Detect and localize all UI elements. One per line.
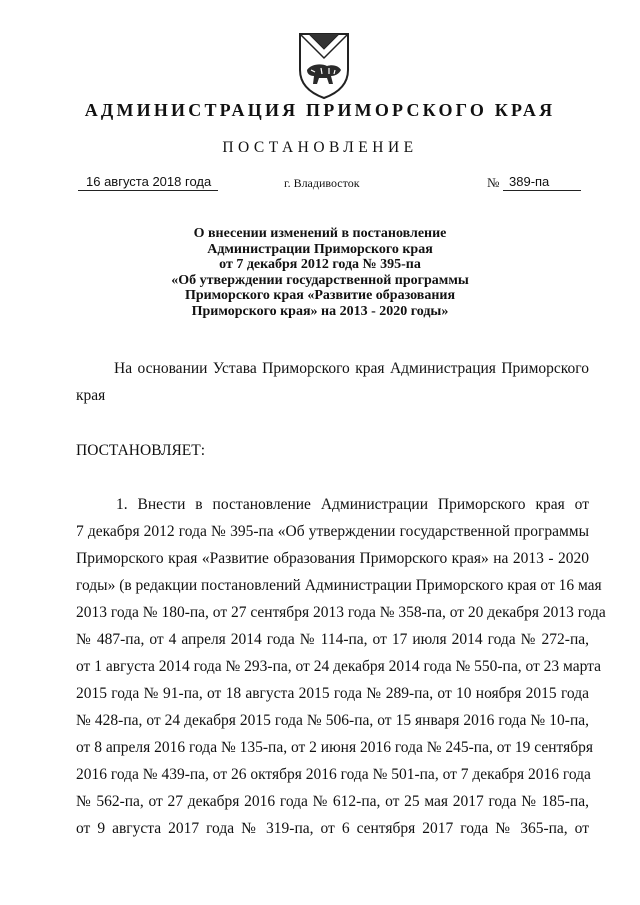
document-number: 389-па <box>503 173 581 191</box>
paragraph-line: от 9 августа 2017 года № 319-па, от 6 сентября 2017 года № 365-па, от <box>76 820 589 837</box>
title-line: Приморского края» на 2013 - 2020 годы» <box>191 303 449 319</box>
title-line: О внесении изменений в постановление <box>193 226 447 241</box>
resolves-heading: ПОСТАНОВЛЯЕТ: <box>76 442 206 459</box>
paragraph-line: № 428-па, от 24 декабря 2015 года № 506-па, от 15 января 2016 года № 10-па, <box>76 712 589 729</box>
document-date: 16 августа 2018 года <box>78 173 218 191</box>
paragraph-line: № 562-па, от 27 декабря 2016 года № 612-па, от 25 мая 2017 года № 185-па, <box>76 793 589 810</box>
document-type: ПОСТАНОВЛЕНИЕ <box>222 139 418 156</box>
organization-title: АДМИНИСТРАЦИЯ ПРИМОРСКОГО КРАЯ <box>84 100 556 120</box>
preamble-paragraph <box>76 355 589 409</box>
paragraph-line: Приморского края «Развитие образования Приморского края» на 2013 - 2020 <box>76 550 589 567</box>
paragraph-line: 2015 года № 91-па, от 18 августа 2015 года № 289-па, от 10 ноября 2015 года <box>76 685 589 702</box>
paragraph-line: 7 декабря 2012 года № 395-па «Об утверждении государственной программы <box>76 523 589 540</box>
body-paragraph <box>76 491 606 842</box>
number-label: № <box>487 175 500 190</box>
paragraph-line: годы» (в редакции постановлений Администрации Приморского края от 16 мая <box>76 577 602 594</box>
paragraph-line: 1. Внести в постановление Администрации Приморского края от <box>116 496 589 513</box>
title-line: Приморского края «Развитие образования <box>184 288 456 303</box>
paragraph-line: № 487-па, от 4 апреля 2014 года № 114-па, от 17 июля 2014 года № 272-па, <box>76 631 589 648</box>
title-line: «Об утверждении государственной программы <box>171 272 469 288</box>
paragraph-line: На основании Устава Приморского края Администрация Приморского <box>114 360 589 377</box>
coat-of-arms-icon <box>295 30 353 100</box>
paragraph-line: 2013 года № 180-па, от 27 сентября 2013 года № 358-па, от 20 декабря 2013 года <box>76 604 606 621</box>
paragraph-line: 2016 года № 439-па, от 26 октября 2016 года № 501-па, от 7 декабря 2016 года <box>76 766 591 783</box>
paragraph-line: от 1 августа 2014 года № 293-па, от 24 декабря 2014 года № 550-па, от 23 марта <box>76 658 601 675</box>
paragraph-line: от 8 апреля 2016 года № 135-па, от 2 июня 2016 года № 245-па, от 19 сентября <box>76 739 594 756</box>
document-title <box>0 226 640 319</box>
paragraph-line: края <box>76 387 106 404</box>
document-city: г. Владивосток <box>284 176 360 190</box>
title-line: от 7 декабря 2012 года № 395-па <box>219 257 421 272</box>
title-line: Администрации Приморского края <box>207 241 433 257</box>
